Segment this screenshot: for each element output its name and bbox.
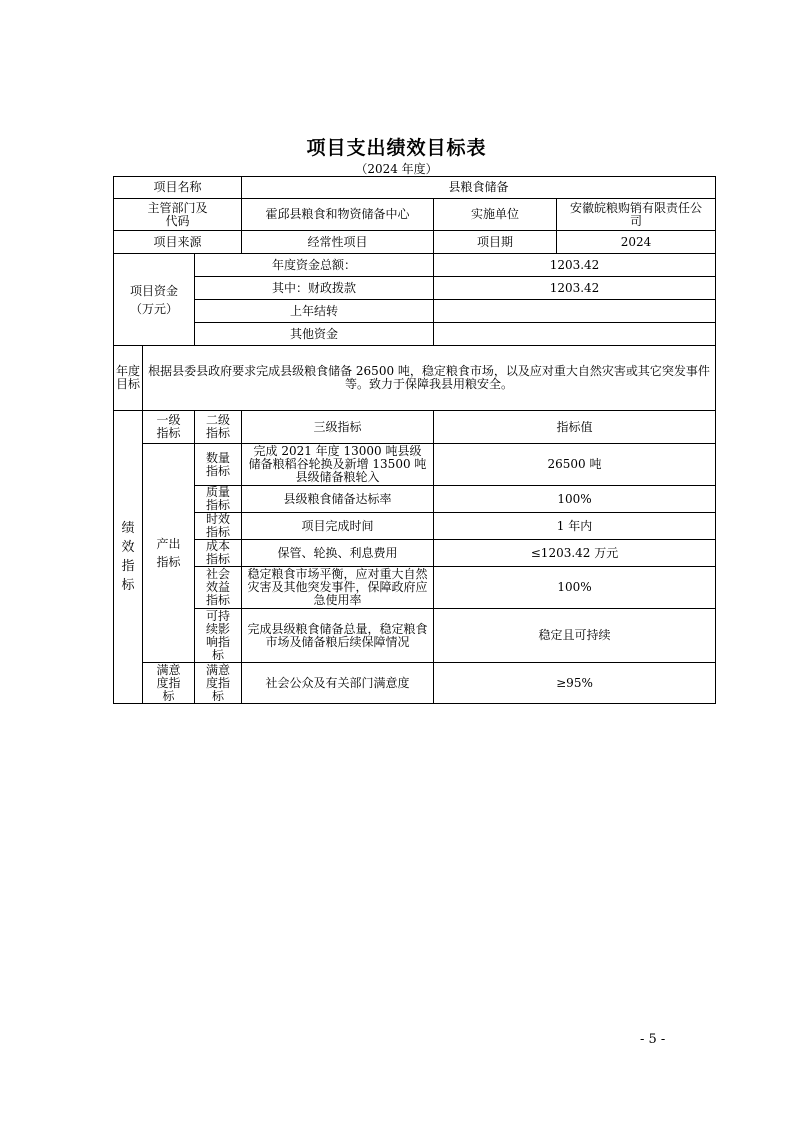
level2-social-benefit: 社会效益指标 bbox=[195, 567, 242, 609]
project-name-label: 项目名称 bbox=[114, 177, 242, 199]
funds-other-value bbox=[434, 323, 716, 346]
level3-timeliness: 项目完成时间 bbox=[242, 513, 434, 540]
indicator-row-satisfaction bbox=[114, 663, 716, 704]
indicator-row-social-benefit bbox=[114, 567, 716, 609]
project-period-value: 2024 bbox=[557, 231, 716, 254]
level3-quantity: 完成 2021 年度 13000 吨县级储备粮稻谷轮换及新增 13500 吨县级储备粮轮入 bbox=[242, 444, 434, 486]
level2-sustainability: 可持续影响指标 bbox=[195, 609, 242, 663]
annual-goal-label: 年度目标 bbox=[114, 346, 143, 411]
header-level1: 一级指标 bbox=[143, 411, 195, 444]
header-level3: 三级指标 bbox=[242, 411, 434, 444]
header-level2: 二级指标 bbox=[195, 411, 242, 444]
page-subtitle: （2024 年度） bbox=[355, 162, 438, 176]
level3-quality: 县级粮食储备达标率 bbox=[242, 486, 434, 513]
funds-carryover-label: 上年结转 bbox=[195, 300, 434, 323]
indicator-row-timeliness bbox=[114, 513, 716, 540]
row-annual-goal bbox=[114, 346, 716, 411]
implementing-unit-value: 安徽皖粮购销有限责任公司 bbox=[557, 199, 716, 231]
funds-other-label: 其他资金 bbox=[195, 323, 434, 346]
indicator-row-quantity bbox=[114, 444, 716, 486]
level2-quantity: 数量指标 bbox=[195, 444, 242, 486]
row-funds-carryover bbox=[114, 300, 716, 323]
funds-total-value: 1203.42 bbox=[434, 254, 716, 277]
project-source-value: 经常性项目 bbox=[242, 231, 434, 254]
row-source bbox=[114, 231, 716, 254]
funds-label bbox=[114, 254, 195, 346]
project-name-value: 县粮食储备 bbox=[242, 177, 716, 199]
satisfaction-level3: 社会公众及有关部门满意度 bbox=[242, 663, 434, 704]
performance-target-table bbox=[113, 176, 716, 704]
level3-social-benefit: 稳定粮食市场平衡，应对重大自然灾害及其他突发事件，保障政府应急使用率 bbox=[242, 567, 434, 609]
funds-carryover-value bbox=[434, 300, 716, 323]
funds-label-line1: 项目资金 bbox=[129, 283, 178, 298]
satisfaction-level2: 满意度指标 bbox=[195, 663, 242, 704]
funds-label-line2: （万元） bbox=[129, 301, 178, 316]
indicators-section-label: 绩效指标 bbox=[114, 411, 143, 704]
implementing-unit-label: 实施单位 bbox=[434, 199, 557, 231]
level3-cost: 保管、轮换、利息费用 bbox=[242, 540, 434, 567]
value-quality: 100% bbox=[434, 486, 716, 513]
project-period-label: 项目期 bbox=[434, 231, 557, 254]
page-number: - 5 - bbox=[640, 1032, 666, 1047]
row-funds-other bbox=[114, 323, 716, 346]
annual-goal-text: 根据县委县政府要求完成县级粮食储备 26500 吨，稳定粮食市场，以及应对重大自然灾害或其它突发事件等。致力于保障我县用粮安全。 bbox=[143, 346, 716, 411]
page-title: 项目支出绩效目标表 bbox=[306, 137, 487, 159]
level2-quality: 质量指标 bbox=[195, 486, 242, 513]
level2-timeliness: 时效指标 bbox=[195, 513, 242, 540]
project-source-label: 项目来源 bbox=[114, 231, 242, 254]
indicator-row-sustainability bbox=[114, 609, 716, 663]
value-quantity: 26500 吨 bbox=[434, 444, 716, 486]
indicator-row-cost bbox=[114, 540, 716, 567]
level2-cost: 成本指标 bbox=[195, 540, 242, 567]
row-funds-total bbox=[114, 254, 716, 277]
row-project-name bbox=[114, 177, 716, 199]
value-social-benefit: 100% bbox=[434, 567, 716, 609]
funds-fiscal-label: 其中：财政拨款 bbox=[195, 277, 434, 300]
header-value: 指标值 bbox=[434, 411, 716, 444]
funds-fiscal-value: 1203.42 bbox=[434, 277, 716, 300]
indicator-row-quality bbox=[114, 486, 716, 513]
row-funds-fiscal bbox=[114, 277, 716, 300]
row-department bbox=[114, 199, 716, 231]
department-label: 主管部门及代码 bbox=[114, 199, 242, 231]
satisfaction-level1: 满意度指标 bbox=[143, 663, 195, 704]
funds-total-label: 年度资金总额： bbox=[195, 254, 434, 277]
value-sustainability: 稳定且可持续 bbox=[434, 609, 716, 663]
row-indicator-headers bbox=[114, 411, 716, 444]
output-indicator-label: 产出指标 bbox=[143, 444, 195, 663]
department-value: 霍邱县粮食和物资储备中心 bbox=[242, 199, 434, 231]
satisfaction-value: ≥95% bbox=[434, 663, 716, 704]
value-timeliness: 1 年内 bbox=[434, 513, 716, 540]
value-cost: ≤1203.42 万元 bbox=[434, 540, 716, 567]
level3-sustainability: 完成县级粮食储备总量，稳定粮食市场及储备粮后续保障情况 bbox=[242, 609, 434, 663]
